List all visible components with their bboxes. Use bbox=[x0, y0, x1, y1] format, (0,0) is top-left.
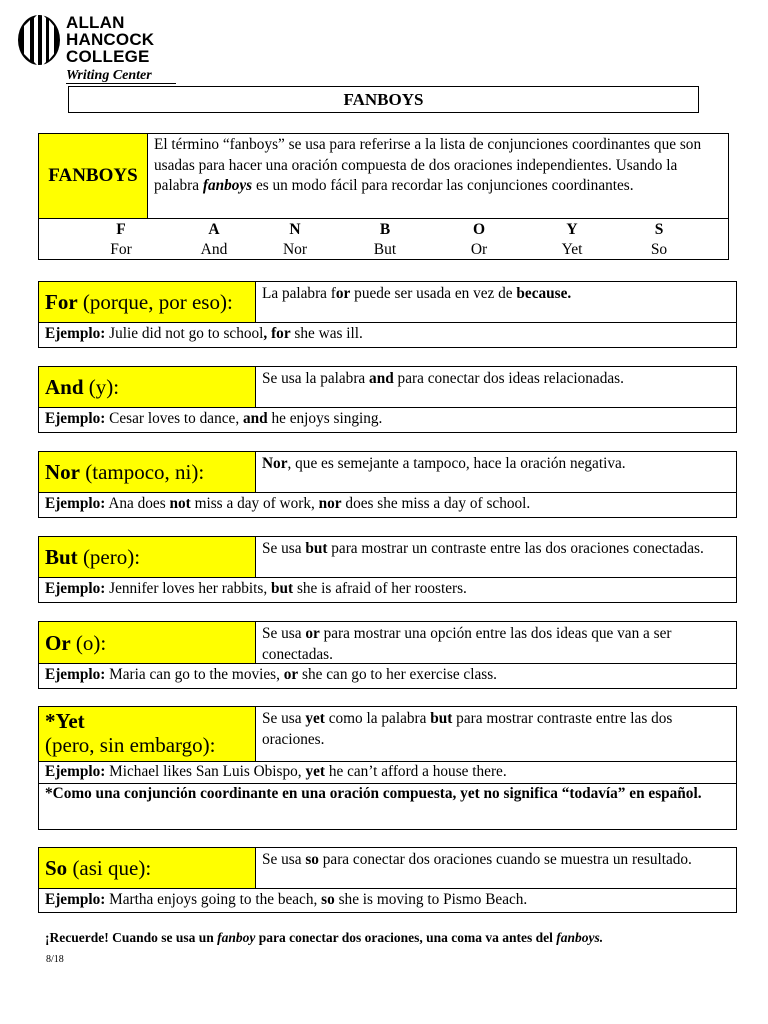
reminder-text: ¡Recuerde! Cuando se usa un bbox=[45, 930, 218, 945]
page-number: 8/18 bbox=[46, 954, 64, 965]
nor-def-part: , que es semejante a tampoco, hace la oración negativa. bbox=[287, 455, 626, 472]
and-def-part: para conectar dos ideas relacionadas. bbox=[393, 370, 624, 387]
but-example-keyword: but bbox=[271, 580, 294, 597]
and-label-translation: (y): bbox=[83, 375, 120, 399]
and-example-text: he enjoys singing. bbox=[267, 410, 383, 427]
letter-b bbox=[355, 220, 415, 260]
nor-example-text: Ana does bbox=[105, 495, 170, 512]
so-def-part: para conectar dos oraciones cuando se muestra un resultado. bbox=[318, 851, 692, 868]
so-example-text: Martha enjoys going to the beach, bbox=[105, 891, 322, 908]
letter-s-initial: S bbox=[654, 221, 664, 238]
nor-example-keyword: not bbox=[169, 495, 191, 512]
but-block bbox=[38, 536, 737, 603]
reminder-text: para conectar dos oraciones, una coma va antes del bbox=[255, 930, 557, 945]
college-logo bbox=[16, 12, 176, 86]
letter-o-word: Or bbox=[470, 241, 488, 258]
and-def-part: Se usa la palabra bbox=[262, 370, 370, 387]
and-example-text: Cesar loves to dance, bbox=[105, 410, 243, 427]
and-block bbox=[38, 366, 737, 433]
so-label bbox=[39, 848, 256, 889]
or-def-part: para mostrar una opción entre las dos ideas que van a ser conectadas. bbox=[262, 625, 672, 663]
logo-subtitle: Writing Center bbox=[66, 69, 176, 84]
example-label: Ejemplo: bbox=[45, 495, 106, 512]
for-definition bbox=[256, 282, 736, 323]
letter-s bbox=[629, 220, 689, 260]
letter-f-word: For bbox=[110, 241, 132, 258]
so-label-translation: (asi que): bbox=[67, 856, 152, 880]
yet-def-part: como la palabra bbox=[324, 710, 431, 727]
nor-block bbox=[38, 451, 737, 518]
but-def-part: para mostrar un contraste entre las dos oraciones conectadas. bbox=[327, 540, 704, 557]
nor-example-text: miss a day of work, bbox=[190, 495, 319, 512]
but-label-translation: (pero): bbox=[77, 545, 141, 569]
but-example bbox=[39, 579, 736, 599]
or-label-word: Or bbox=[45, 631, 71, 655]
nor-def-keyword: Nor bbox=[262, 455, 288, 472]
or-example-text: Maria can go to the movies, bbox=[105, 666, 284, 683]
for-example-text: Julie did not go to school bbox=[105, 325, 264, 342]
or-def-part: Se usa bbox=[262, 625, 306, 642]
letter-y bbox=[542, 220, 602, 260]
for-def-keyword: or bbox=[335, 285, 351, 302]
yet-def-keyword: but bbox=[430, 710, 453, 727]
yet-label-word: *Yet bbox=[45, 709, 85, 733]
example-label: Ejemplo: bbox=[45, 325, 106, 342]
yet-example-text: he can’t afford a house there. bbox=[325, 763, 507, 780]
logo-line-1: ALLAN bbox=[66, 13, 125, 32]
and-definition bbox=[256, 367, 736, 408]
letter-n bbox=[265, 220, 325, 260]
nor-label bbox=[39, 452, 256, 493]
or-def-keyword: or bbox=[305, 625, 320, 642]
so-example-text: she is moving to Pismo Beach. bbox=[334, 891, 528, 908]
so-example bbox=[39, 890, 736, 910]
nor-label-translation: (tampoco, ni): bbox=[80, 460, 205, 484]
and-def-keyword: and bbox=[369, 370, 394, 387]
for-label bbox=[39, 282, 256, 323]
letter-y-initial: Y bbox=[566, 221, 578, 238]
reminder-note bbox=[45, 929, 735, 947]
letter-b-initial: B bbox=[379, 221, 391, 238]
or-definition bbox=[256, 622, 736, 664]
or-label-translation: (o): bbox=[70, 631, 107, 655]
yet-label-translation: (pero, sin embargo): bbox=[45, 733, 216, 757]
and-example-keyword: and bbox=[242, 410, 268, 427]
or-example-keyword: or bbox=[283, 666, 299, 683]
yet-def-keyword: yet bbox=[305, 710, 325, 727]
but-example-text: she is afraid of her roosters. bbox=[293, 580, 467, 597]
and-label-word: And bbox=[45, 375, 84, 399]
so-block bbox=[38, 847, 737, 913]
logo-line-2: HANCOCK bbox=[66, 30, 155, 49]
letter-n-word: Nor bbox=[282, 241, 308, 258]
so-example-keyword: so bbox=[321, 891, 335, 908]
reminder-emphasis: fanboy bbox=[217, 930, 256, 945]
or-example-text: she can go to her exercise class. bbox=[298, 666, 497, 683]
example-label: Ejemplo: bbox=[45, 763, 106, 780]
example-label: Ejemplo: bbox=[45, 891, 106, 908]
letter-y-word: Yet bbox=[561, 241, 583, 258]
for-def-part: La palabra f bbox=[262, 285, 336, 302]
but-label-word: But bbox=[45, 545, 78, 569]
but-label bbox=[39, 537, 256, 578]
letter-o-initial: O bbox=[472, 221, 486, 238]
nor-definition bbox=[256, 452, 736, 493]
intro-def-text-end: es un modo fácil para recordar las conjunciones coordinantes. bbox=[252, 177, 634, 194]
letter-f bbox=[91, 220, 151, 260]
for-block bbox=[38, 281, 737, 348]
and-label bbox=[39, 367, 256, 408]
letter-f-initial: F bbox=[116, 221, 126, 238]
yet-example-text: Michael likes San Luis Obispo, bbox=[105, 763, 306, 780]
reminder-emphasis: fanboys. bbox=[556, 930, 604, 945]
but-def-keyword: but bbox=[305, 540, 328, 557]
for-def-part: puede ser usada en vez de bbox=[350, 285, 517, 302]
yet-example bbox=[39, 762, 736, 782]
yet-def-part: Se usa bbox=[262, 710, 306, 727]
letter-o bbox=[449, 220, 509, 260]
letter-a bbox=[184, 220, 244, 260]
intro-label: FANBOYS bbox=[39, 134, 148, 219]
page-title: FANBOYS bbox=[68, 86, 699, 113]
so-def-part: Se usa bbox=[262, 851, 306, 868]
yet-block bbox=[38, 706, 737, 830]
for-example-keyword: , for bbox=[263, 325, 291, 342]
letter-a-initial: A bbox=[208, 221, 220, 238]
nor-example-keyword: nor bbox=[318, 495, 342, 512]
example-label: Ejemplo: bbox=[45, 410, 106, 427]
fanboys-intro-table bbox=[38, 133, 729, 260]
letter-b-word: But bbox=[373, 241, 397, 258]
but-example-text: Jennifer loves her rabbits, bbox=[105, 580, 272, 597]
yet-note: *Como una conjunción coordinante en una oración compuesta, yet no significa “todavía” en español. bbox=[39, 783, 736, 805]
college-emblem-icon bbox=[16, 12, 64, 72]
but-definition bbox=[256, 537, 736, 578]
nor-example bbox=[39, 494, 736, 514]
yet-example-keyword: yet bbox=[305, 763, 326, 780]
so-def-keyword: so bbox=[305, 851, 319, 868]
or-example bbox=[39, 665, 736, 685]
yet-definition bbox=[256, 707, 736, 762]
so-label-word: So bbox=[45, 856, 68, 880]
for-example-text: she was ill. bbox=[290, 325, 363, 342]
and-example bbox=[39, 409, 736, 429]
letter-s-word: So bbox=[650, 241, 668, 258]
for-def-keyword: because. bbox=[516, 285, 572, 302]
so-definition bbox=[256, 848, 736, 889]
letter-n-initial: N bbox=[289, 221, 301, 238]
intro-definition bbox=[148, 134, 728, 219]
for-label-word: For bbox=[45, 290, 78, 314]
yet-label bbox=[39, 707, 256, 762]
example-label: Ejemplo: bbox=[45, 580, 106, 597]
or-block bbox=[38, 621, 737, 689]
intro-def-text: El término “fanboys” se usa para referirse a la lista de conjunciones coordinantes que son usadas para hacer una oración compuesta de dos oraciones independientes. Usando la palabra bbox=[154, 136, 702, 194]
or-label bbox=[39, 622, 256, 664]
logo-line-3: COLLEGE bbox=[66, 47, 150, 66]
but-def-part: Se usa bbox=[262, 540, 306, 557]
for-example bbox=[39, 324, 736, 344]
letter-a-word: And bbox=[200, 241, 228, 258]
yet-def-part: para mostrar contraste entre las dos oraciones. bbox=[262, 710, 673, 748]
nor-example-text: does she miss a day of school. bbox=[341, 495, 531, 512]
example-label: Ejemplo: bbox=[45, 666, 106, 683]
intro-def-emphasis: fanboys bbox=[202, 177, 253, 194]
for-label-translation: (porque, por eso): bbox=[77, 290, 233, 314]
nor-label-word: Nor bbox=[45, 460, 80, 484]
